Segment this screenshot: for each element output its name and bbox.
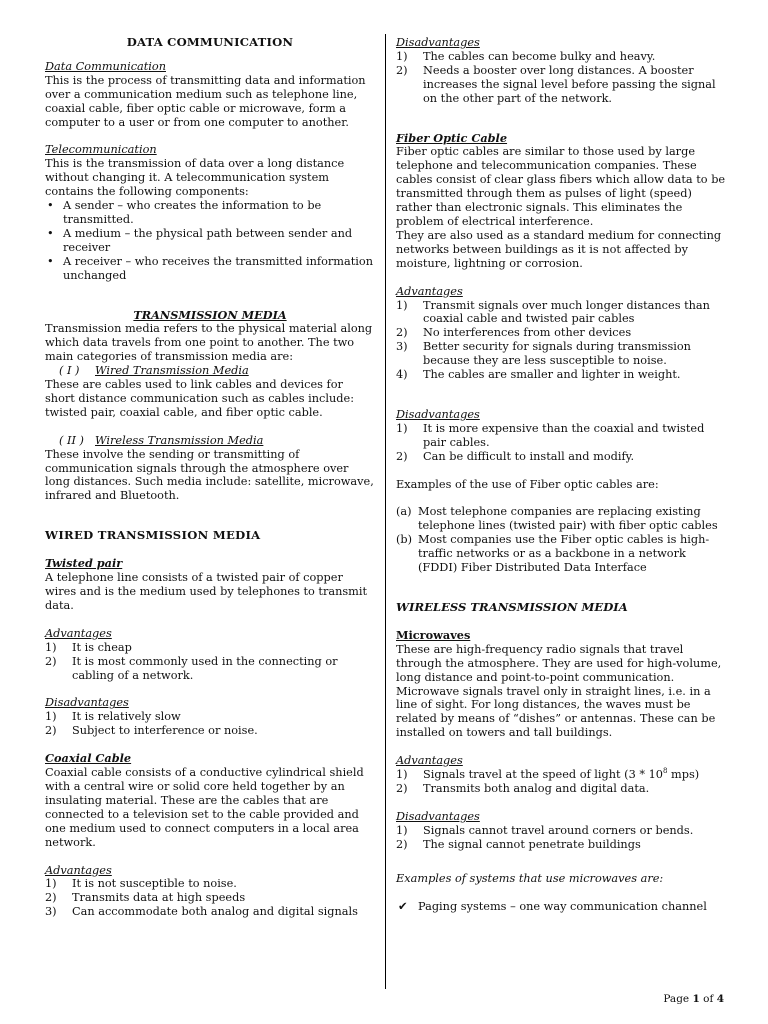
list-item: 2) Transmits both analog and digital data.	[396, 781, 650, 795]
microwaves-heading: Microwaves	[396, 627, 471, 642]
fiber-advantages-heading: Advantages	[396, 284, 463, 298]
twisted-pair-advantages-heading: Advantages	[45, 626, 112, 640]
wired-transmission-heading: WIRED TRANSMISSION MEDIA	[45, 528, 261, 543]
page-footer	[663, 993, 724, 1005]
microwaves-examples-intro: Examples of systems that use microwaves are:	[396, 871, 664, 885]
microwaves-advantages-heading: Advantages	[396, 754, 463, 768]
list-item: (a) Most telephone companies are replacing existing telephone lines (twisted pair) with fiber optic cables	[396, 505, 718, 533]
twisted-pair-body: A telephone line consists of a twisted pair of copper wires and is the medium used by telephones to transmit data.	[45, 571, 368, 612]
bullet-icon: •	[47, 199, 54, 213]
data-communication-heading: Data Communication	[45, 59, 166, 73]
list-item: ✔ Paging systems – one way communication channel	[398, 899, 707, 913]
wireless-transmission-heading: WIRELESS TRANSMISSION MEDIA	[396, 600, 628, 614]
wireless-category-heading	[45, 434, 375, 448]
wireless-roman-numeral: ( II )	[59, 433, 84, 447]
list-item: 4) The cables are smaller and lighter in weight.	[396, 368, 681, 382]
data-communication-body: This is the process of transmitting data and information over a communication medium such as telephone line, coaxial cable, fiber optic cable or microwave, form a computer to a user or from one computer to another.	[45, 73, 366, 129]
fiber-optic-heading: Fiber Optic Cable	[396, 130, 508, 145]
list-item: • A sender – who creates the information to be transmitted.	[47, 199, 322, 226]
wired-category-heading	[45, 364, 375, 378]
list-item: 2) The signal cannot penetrate buildings	[396, 837, 641, 851]
microwaves-body: These are high-frequency radio signals that travel through the atmosphere. They are used for high-volume, long distance and point-to-point communication. Microwave signals travel only in straight lines, i.e. in a line of sight. For long distances, the waves must be related by means of “dishes” or antennas. These can be installed on towers and tall buildings.	[396, 642, 722, 740]
list-item: 1) It is relatively slow	[45, 710, 181, 724]
fiber-examples-list	[396, 505, 728, 575]
list-item: 1) It is not susceptible to noise.	[45, 877, 237, 891]
transmission-media-heading: TRANSMISSION MEDIA	[133, 307, 287, 322]
wired-roman-numeral: ( I )	[59, 364, 80, 378]
list-item: (b) Most companies use the Fiber optic cables is high-traffic networks or as a backbone in a network (FDDI) Fiber Distributed Data Interface	[396, 533, 710, 575]
list-item: 2) It is most commonly used in the connecting or cabling of a network.	[45, 654, 338, 682]
twisted-pair-advantages-list	[45, 641, 375, 683]
twisted-pair-disadvantages-list	[45, 710, 375, 738]
transmission-media-body: Transmission media refers to the physical material along which data travels from one point to another. The two main categories of transmission media are:	[45, 322, 373, 364]
twisted-pair-heading: Twisted pair	[45, 556, 123, 571]
list-item: • A receiver – who receives the transmitted information unchanged	[47, 254, 373, 282]
fiber-disadvantages-heading: Disadvantages	[396, 407, 480, 421]
bullet-icon: •	[47, 226, 54, 240]
wired-category-body: These are cables used to link cables and devices for short distance communication such as cables include: twisted pair, coaxial cable, and fiber optic cable.	[45, 378, 354, 419]
page-number-total: 4	[716, 993, 724, 1005]
list-item: 1) It is more expensive than the coaxial and twisted pair cables.	[396, 421, 705, 449]
coaxial-cable-body: Coaxial cable consists of a conductive cylindrical shield with a central wire or solid core held together by an insulating material. These are the cables that are connected to a television set to the cable provided and one medium used to connect computers in a local area network.	[45, 766, 364, 849]
page-number-of: of	[699, 993, 717, 1005]
microwaves-examples-list	[396, 900, 728, 914]
list-item: 2) Needs a booster over long distances. A booster increases the signal level before passing the signal on the other part of the network.	[396, 63, 716, 105]
coaxial-advantages-list	[45, 877, 375, 919]
coaxial-disadvantages-heading: Disadvantages	[396, 36, 480, 49]
microwaves-advantages-list	[396, 768, 728, 796]
wireless-category-label: Wireless Transmission Media	[95, 433, 264, 447]
list-item: 1) Transmit signals over much longer distances than coaxial cable and twisted pair cables	[396, 298, 710, 326]
page-number-prefix: Page	[663, 993, 693, 1005]
document-title: DATA COMMUNICATION	[126, 35, 294, 49]
list-item: 1) Signals travel at the speed of light ($3 * 10^8$ mps)	[396, 767, 700, 782]
fiber-advantages-list	[396, 299, 728, 382]
page-number-current: 1	[692, 993, 700, 1005]
list-item: • A medium – the physical path between sender and receiver	[47, 226, 353, 254]
left-column	[45, 36, 375, 919]
list-item: 3) Better security for signals during transmission because they are less susceptible to noise.	[396, 340, 691, 368]
telecommunication-body: This is the transmission of data over a long distance without changing it. A telecommunication system contains the following components:	[45, 157, 345, 199]
list-item: 1) The cables can become bulky and heavy.	[396, 49, 656, 63]
coaxial-disadvantages-list	[396, 50, 728, 106]
list-item: 2) No interferences from other devices	[396, 326, 632, 340]
list-item: 2) Subject to interference or noise.	[45, 724, 258, 738]
telecommunication-components-list	[45, 199, 375, 282]
microwaves-disadvantages-heading: Disadvantages	[396, 809, 480, 823]
bullet-icon: •	[47, 254, 54, 268]
list-item: 3) Can accommodate both analog and digital signals	[45, 905, 358, 919]
list-item: 1) It is cheap	[45, 640, 132, 654]
coaxial-advantages-heading: Advantages	[45, 863, 112, 877]
wired-category-label: Wired Transmission Media	[95, 364, 249, 378]
list-item: 2) Transmits data at high speeds	[45, 891, 246, 905]
microwaves-disadvantages-list	[396, 824, 728, 852]
list-item: 1) Signals cannot travel around corners or bends.	[396, 823, 694, 837]
right-column	[396, 36, 728, 913]
list-item: 2) Can be difficult to install and modify.	[396, 449, 635, 463]
fiber-examples-intro: Examples of the use of Fiber optic cables are:	[396, 477, 659, 491]
telecommunication-heading: Telecommunication	[45, 143, 157, 157]
coaxial-cable-heading: Coaxial Cable	[45, 751, 132, 766]
fiber-optic-body: Fiber optic cables are similar to those used by large telephone and telecommunication companies. These cables consist of clear glass fibers which allow data to be transmitted through them as pulses of light (speed) rather than electronic signals. This eliminates the problem of electrical interference.	[396, 145, 726, 228]
wireless-category-body: These involve the sending or transmitting of communication signals through the atmosphere over long distances. Such media include: satellite, microwave, infrared and Bluetooth.	[45, 447, 374, 503]
checkmark-icon: ✔	[398, 899, 408, 913]
column-divider	[385, 34, 386, 989]
twisted-pair-disadvantages-heading: Disadvantages	[45, 696, 129, 710]
fiber-optic-body-2: They are also used as a standard medium for connecting networks between buildings as it is not affected by moisture, lightning or corrosion.	[396, 228, 722, 270]
fiber-disadvantages-list	[396, 422, 728, 464]
